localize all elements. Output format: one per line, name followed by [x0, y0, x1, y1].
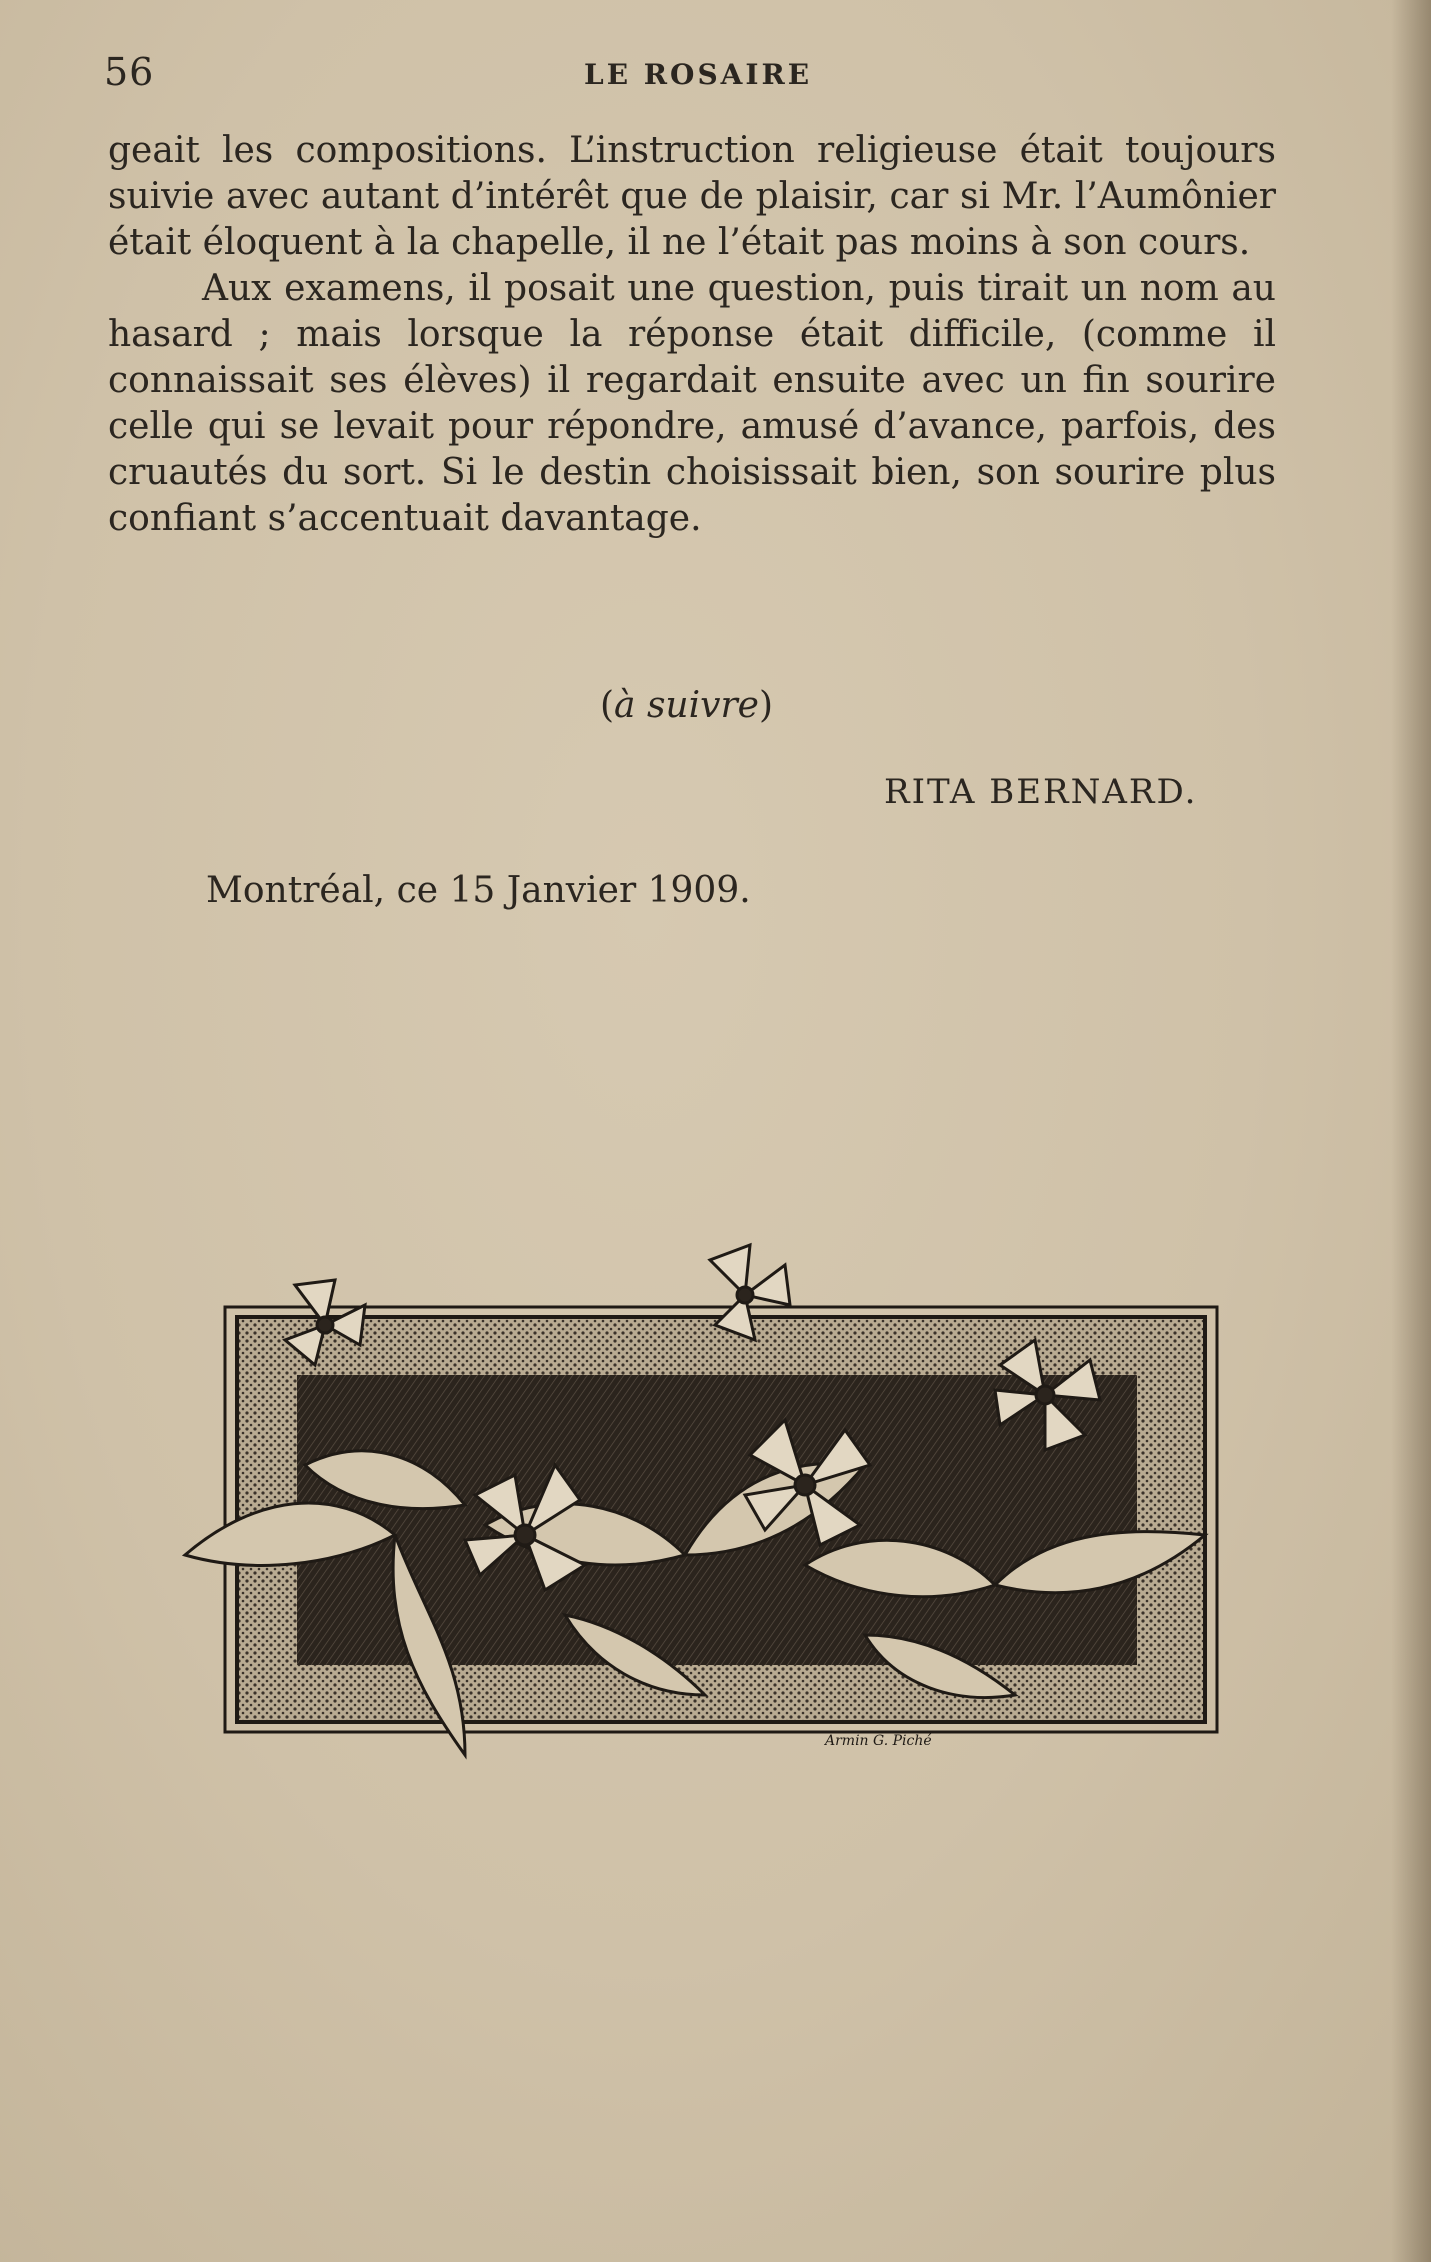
- paragraph-exams: Aux examens, il posait une question, puis tirait un nom au hasard ; mais lorsque la réponse était difficile, (comme il connaissait ses élèves) il regardait ensuite avec un fin sourire celle qui se levait pour répondre, amusé d’avance, parfois, des cruautés du sort. Si le destin choisissait bien, son sourire plus confiant s’accentuait davantage.: [108, 268, 1276, 539]
- to-be-continued: [600, 685, 773, 726]
- paragraph-continued: geait les compositions. L’instruction religieuse était toujours suivie avec autant d’intérêt que de plaisir, car si Mr. l’Aumônier était éloquent à la chapelle, il ne l’était pas moins à son cours.: [108, 130, 1276, 263]
- to-be-continued-close: ): [758, 685, 774, 726]
- running-head: [104, 50, 1284, 100]
- to-be-continued-open: (: [600, 685, 615, 726]
- place-date: Montréal, ce 15 Janvier 1909.: [206, 870, 751, 911]
- page-edge-shadow: [1391, 0, 1431, 2262]
- author-signature: RITA BERNARD.: [884, 772, 1198, 812]
- article-body: [108, 128, 1276, 542]
- to-be-continued-text: à suivre: [614, 685, 759, 726]
- floral-vignette-icon: [165, 1235, 1235, 1775]
- vignette-signature: Armin G. Piché: [825, 1733, 932, 1749]
- journal-title: LE ROSAIRE: [584, 58, 813, 91]
- page-number: 56: [104, 50, 155, 94]
